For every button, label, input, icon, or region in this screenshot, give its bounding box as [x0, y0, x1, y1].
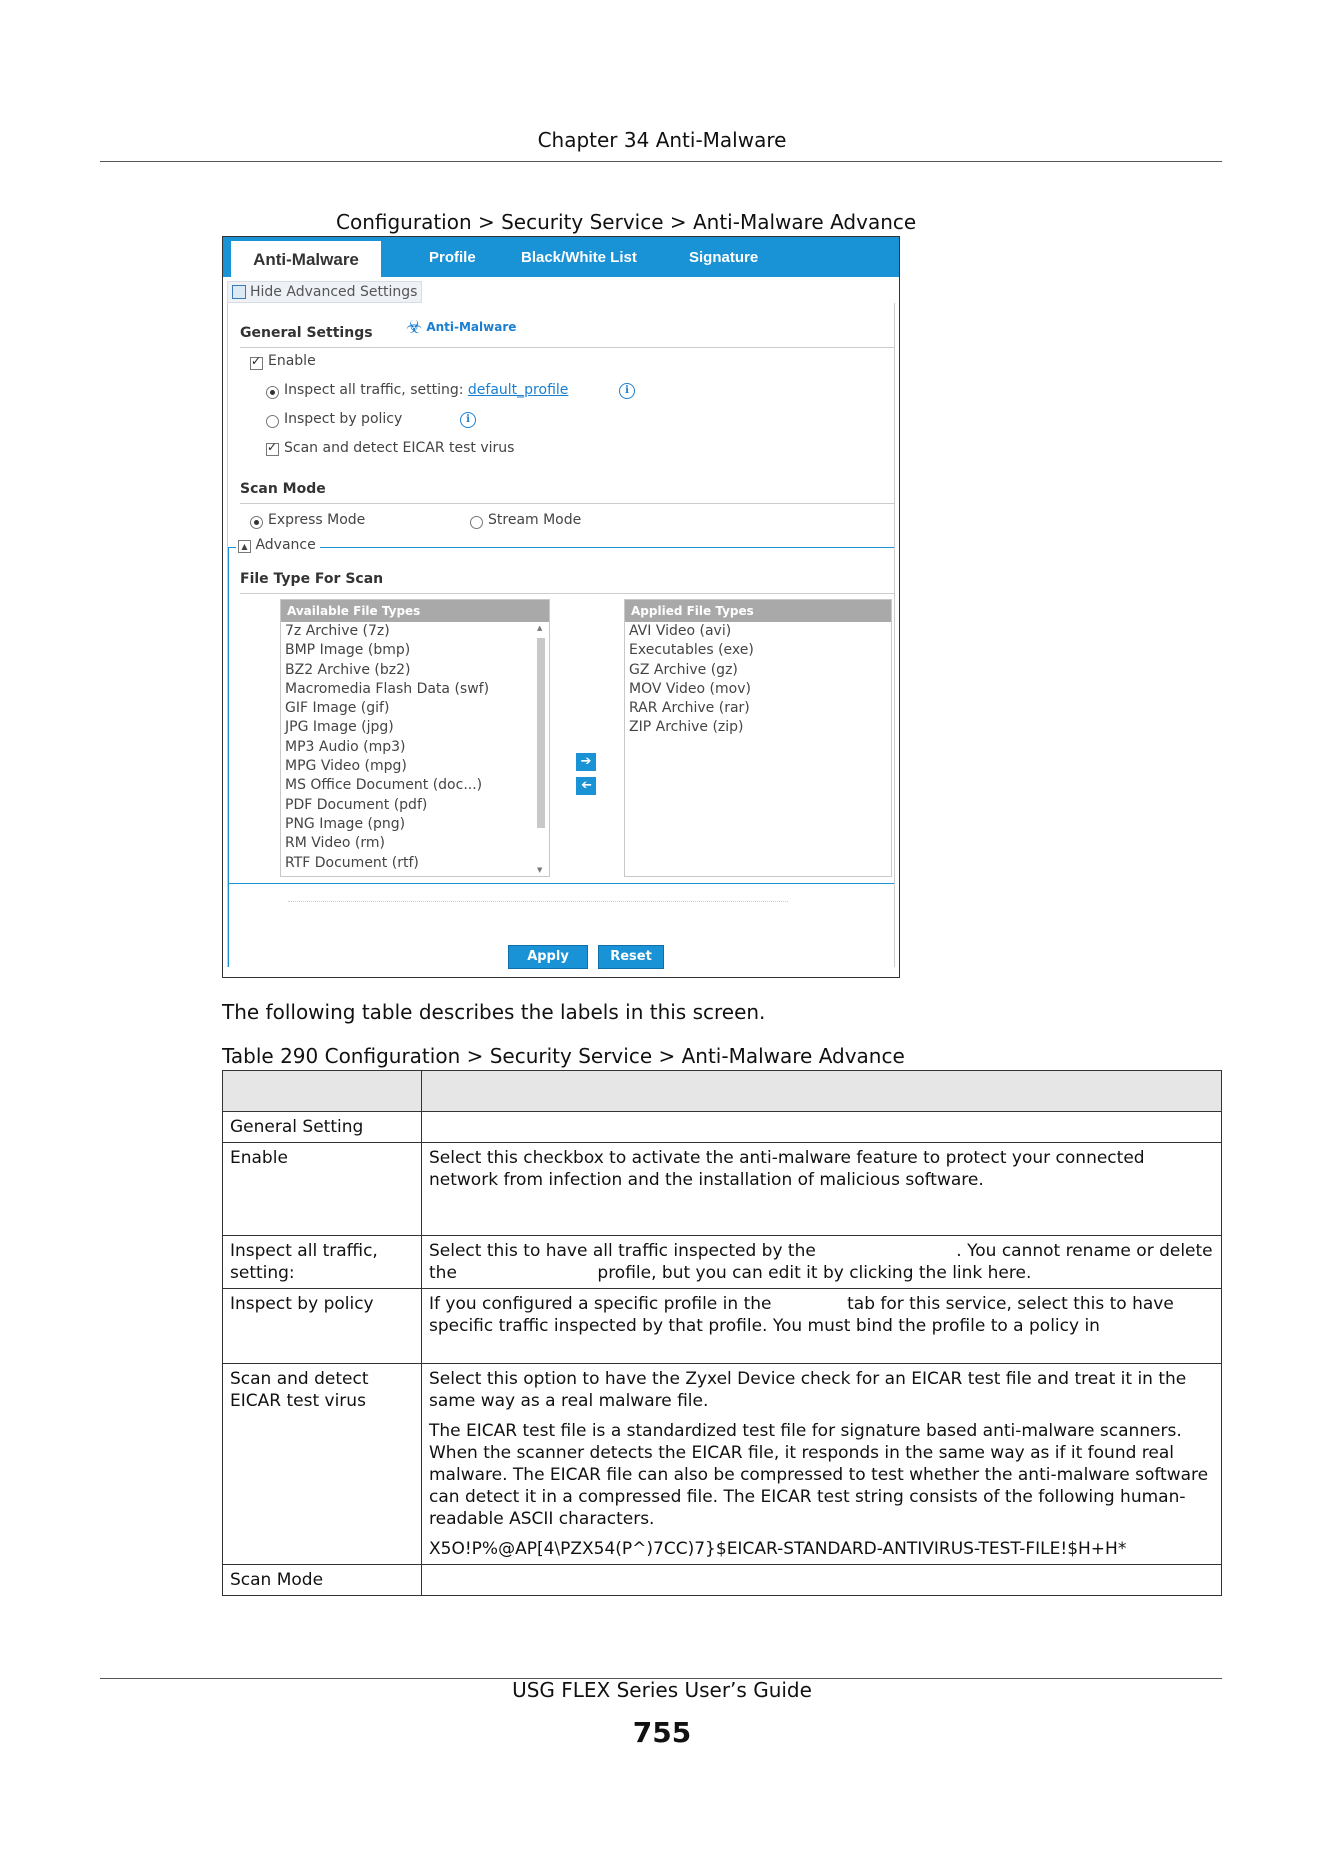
- stream-mode-label: Stream Mode: [488, 512, 582, 528]
- page-number: 755: [632, 1716, 692, 1749]
- available-file-types-header: Available File Types: [281, 600, 549, 622]
- row-desc: Select this checkbox to activate the anti-malware feature to protect your connected network from infection and the installation of malicious software.: [422, 1143, 1222, 1236]
- row-label: Inspect by policy: [223, 1289, 422, 1364]
- stream-mode-radio[interactable]: [470, 516, 483, 529]
- enable-checkbox[interactable]: [250, 357, 263, 370]
- description-table: [222, 1070, 1222, 1596]
- row-desc: [422, 1565, 1222, 1596]
- list-item[interactable]: MP3 Audio (mp3): [285, 738, 406, 755]
- list-item[interactable]: RAR Archive (rar): [629, 700, 750, 717]
- scroll-down-icon[interactable]: ▼: [537, 866, 543, 874]
- list-item[interactable]: AVI Video (avi): [629, 623, 732, 639]
- page-header: Chapter 34 Anti-Malware: [537, 128, 787, 152]
- divider: [240, 593, 894, 594]
- inspect-policy-radio[interactable]: [266, 415, 279, 428]
- add-arrow-button[interactable]: ➔: [576, 753, 596, 771]
- footer: USG FLEX Series User’s Guide: [512, 1678, 812, 1702]
- list-item[interactable]: BMP Image (bmp): [285, 642, 411, 659]
- table-row: [223, 1364, 1222, 1565]
- list-item[interactable]: RTF Document (rtf): [285, 854, 419, 871]
- divider: [240, 503, 894, 504]
- list-item[interactable]: Macromedia Flash Data (swf): [285, 680, 490, 697]
- list-item[interactable]: JPG Image (jpg): [285, 719, 394, 736]
- info-icon[interactable]: i: [460, 412, 476, 428]
- list-item[interactable]: MPG Video (mpg): [285, 758, 407, 775]
- window-icon: [232, 285, 246, 299]
- applied-file-types-list[interactable]: [624, 599, 892, 877]
- list-item[interactable]: GIF Image (gif): [285, 700, 390, 717]
- remove-arrow-button[interactable]: ➔: [576, 777, 596, 795]
- hide-advanced-settings-button[interactable]: [227, 281, 422, 303]
- list-item[interactable]: PDF Document (pdf): [285, 796, 428, 813]
- row-desc: [422, 1112, 1222, 1143]
- intro-text: The following table describes the labels in this screen.: [222, 1000, 766, 1024]
- collapse-icon: ▲: [238, 540, 251, 553]
- table-row: [223, 1143, 1222, 1236]
- advance-border: [228, 547, 229, 967]
- header-rule: [100, 161, 1222, 162]
- table-row: [223, 1565, 1222, 1596]
- tab-signature[interactable]: Signature: [689, 249, 759, 266]
- express-mode-label: Express Mode: [268, 512, 366, 528]
- inspect-all-radio[interactable]: [266, 386, 279, 399]
- table-row: [223, 1112, 1222, 1143]
- row-label: Scan Mode: [223, 1565, 422, 1596]
- general-settings-title: General Settings: [240, 325, 373, 341]
- reset-button[interactable]: Reset: [598, 945, 664, 969]
- list-item[interactable]: ZIP Archive (zip): [629, 719, 744, 736]
- list-scrollbar[interactable]: [535, 624, 547, 874]
- list-item[interactable]: BZ2 Archive (bz2): [285, 661, 411, 678]
- express-mode-radio[interactable]: [250, 516, 263, 529]
- list-item[interactable]: RM Video (rm): [285, 835, 386, 852]
- enable-label: Enable: [268, 353, 316, 369]
- divider: [240, 347, 894, 348]
- eicar-checkbox[interactable]: [266, 443, 279, 456]
- list-item[interactable]: 7z Archive (7z): [285, 623, 390, 639]
- divider: [288, 901, 788, 902]
- table-header-row: [223, 1071, 1222, 1112]
- default-profile-link[interactable]: default_profile: [467, 382, 569, 398]
- scroll-up-icon[interactable]: ▲: [537, 624, 543, 632]
- tab-bar: [223, 237, 899, 277]
- list-item[interactable]: Executables (exe): [629, 642, 754, 659]
- inspect-all-label: Inspect all traffic, setting: default_profile: [284, 382, 569, 398]
- biohazard-icon: ☣: [406, 317, 423, 338]
- scan-mode-title: Scan Mode: [240, 481, 326, 497]
- table-row: [223, 1236, 1222, 1289]
- hide-advanced-label: Hide Advanced Settings: [250, 284, 418, 300]
- list-item[interactable]: PNG Image (png): [285, 815, 406, 832]
- inspect-policy-label: Inspect by policy: [284, 411, 403, 427]
- anti-malware-logo: ☣ Anti-Malware: [406, 317, 517, 338]
- list-item[interactable]: MOV Video (mov): [629, 680, 751, 697]
- advance-toggle[interactable]: ▲ Advance: [236, 537, 320, 553]
- row-desc: Select this option to have the Zyxel Device check for an EICAR test file and treat it in the same way as a real malware file. The EICAR test file is a standardized test file for signature based anti-malware scanners. When the scanner detects the EICAR file, it responds in the same way as if it found real malware. The EICAR file can also be compressed to test whether the anti-malware software can detect it in a compressed file. The EICAR test string consists of the following human-readable ASCII characters. X5O!P%@AP[4\PZX54(P^)7CC)7}$EICAR-STANDARD-ANTIVIRUS-TEST-FILE!$H+H*: [422, 1364, 1222, 1565]
- table-caption: Table 290 Configuration > Security Service > Anti-Malware Advance: [222, 1044, 905, 1068]
- info-icon[interactable]: i: [619, 383, 635, 399]
- list-item[interactable]: MS Office Document (doc...): [285, 777, 483, 794]
- tab-anti-malware[interactable]: Anti-Malware: [231, 241, 381, 277]
- header-cell: [223, 1071, 422, 1112]
- row-desc: Select this to have all traffic inspected by the . You cannot rename or delete the profile, but you can edit it by clicking the link here.: [422, 1236, 1222, 1289]
- tab-profile[interactable]: Profile: [429, 249, 476, 266]
- apply-button[interactable]: Apply: [508, 945, 588, 969]
- file-type-title: File Type For Scan: [240, 571, 384, 587]
- row-label: Enable: [223, 1143, 422, 1236]
- row-desc: If you configured a specific profile in the tab for this service, select this to have specific traffic inspected by that profile. You must bind the profile to a policy in: [422, 1289, 1222, 1364]
- list-item[interactable]: GZ Archive (gz): [629, 661, 738, 678]
- advance-divider: [228, 547, 894, 548]
- figure-caption: Configuration > Security Service > Anti-Malware Advance: [336, 210, 917, 234]
- header-cell: [422, 1071, 1222, 1112]
- anti-malware-screen: [222, 236, 900, 978]
- scroll-thumb[interactable]: [537, 638, 545, 828]
- applied-file-types-header: Applied File Types: [625, 600, 891, 622]
- tab-black-white-list[interactable]: Black/White List: [521, 249, 637, 266]
- available-items: [281, 622, 549, 873]
- eicar-label: Scan and detect EICAR test virus: [284, 440, 515, 456]
- row-label: Inspect all traffic, setting:: [223, 1236, 422, 1289]
- advance-bottom-border: [228, 883, 894, 884]
- available-file-types-list[interactable]: [280, 599, 550, 877]
- settings-panel: [227, 303, 895, 967]
- table-row: [223, 1289, 1222, 1364]
- row-label: General Setting: [223, 1112, 422, 1143]
- row-label: Scan and detect EICAR test virus: [223, 1364, 422, 1565]
